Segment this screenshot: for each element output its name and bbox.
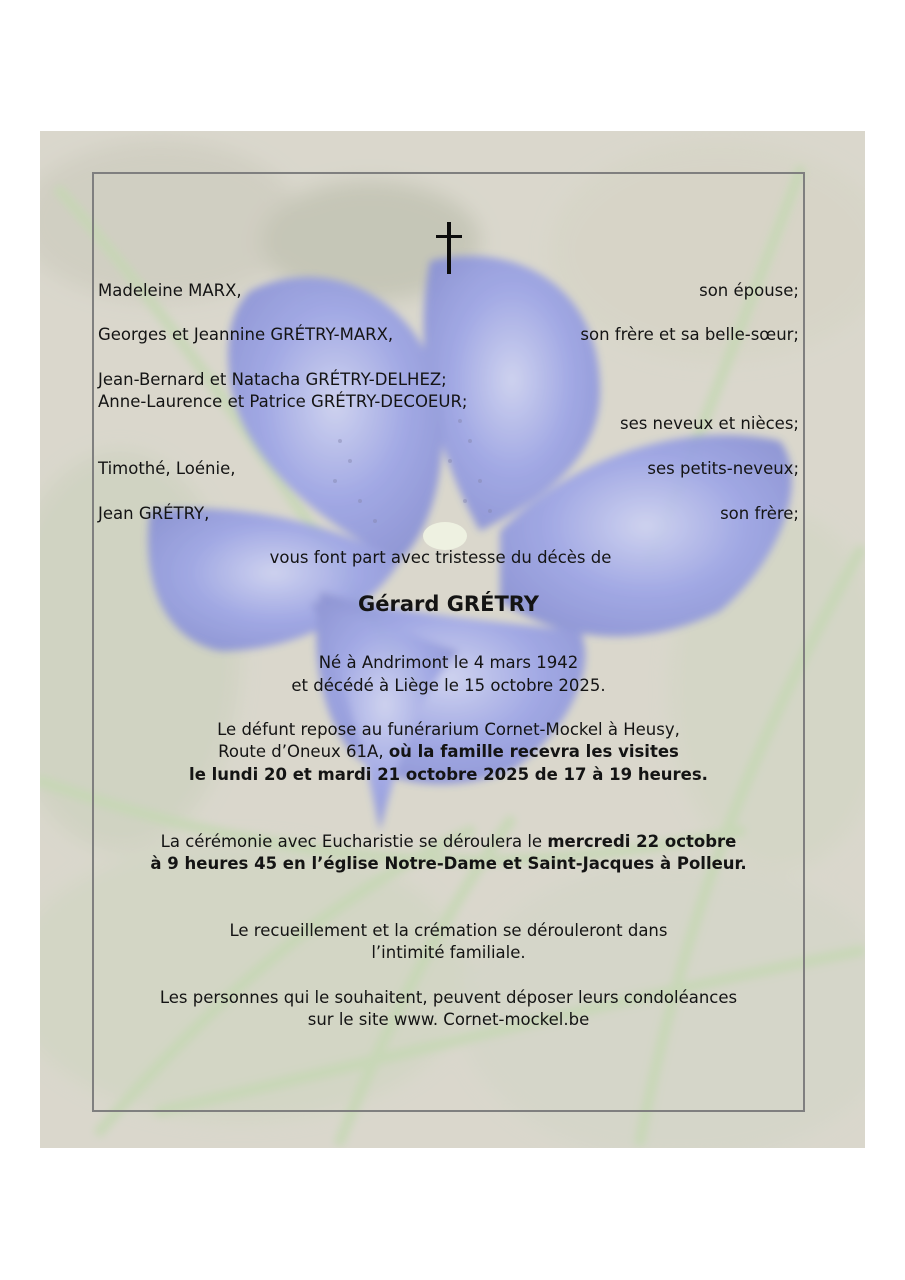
family-name: Georges et Jeannine GRÉTRY-MARX, <box>98 325 394 344</box>
announcement-text: vous font part avec tristesse du décès de <box>269 548 612 567</box>
cremation-line-2: l’intimité familiale. <box>371 943 526 962</box>
ceremony-line-1: La cérémonie avec Eucharistie se déroulera le mercredi 22 octobre <box>160 832 737 851</box>
cremation-line-1: Le recueillement et la crémation se dérouleront dans <box>229 921 668 940</box>
family-name: Jean GRÉTRY, <box>98 504 210 523</box>
family-name: Anne-Laurence et Patrice GRÉTRY-DECOEUR; <box>98 392 468 411</box>
condolences-line-1: Les personnes qui le souhaitent, peuvent déposer leurs condoléances <box>159 988 738 1007</box>
family-name: Madeleine MARX, <box>98 281 242 300</box>
announcement-frame <box>92 172 805 1112</box>
visit-line-2: Route d’Oneux 61A, où la famille recevra les visites <box>218 742 679 761</box>
family-relation: ses petits-neveux; <box>647 459 799 478</box>
family-relation: son frère et sa belle-sœur; <box>580 325 799 344</box>
deceased-name: Gérard GRÉTRY <box>357 592 539 616</box>
family-relation: son frère; <box>720 504 799 523</box>
ceremony-line-2: à 9 heures 45 en l’église Notre-Dame et Saint-Jacques à Polleur. <box>150 854 747 873</box>
birth-text: Né à Andrimont le 4 mars 1942 <box>318 653 579 672</box>
visit-line-1: Le défunt repose au funérarium Cornet-Mockel à Heusy, <box>217 720 680 739</box>
cross-icon <box>436 222 462 274</box>
family-relation: ses neveux et nièces; <box>619 414 799 433</box>
family-name: Jean-Bernard et Natacha GRÉTRY-DELHEZ; <box>98 370 447 389</box>
death-text: et décédé à Liège le 15 octobre 2025. <box>291 676 606 695</box>
visit-line-3: le lundi 20 et mardi 21 octobre 2025 de 17 à 19 heures. <box>189 765 708 784</box>
family-name: Timothé, Loénie, <box>98 459 236 478</box>
family-relation: son épouse; <box>699 281 799 300</box>
condolences-line-2: sur le site www. Cornet-mockel.be <box>307 1010 590 1029</box>
